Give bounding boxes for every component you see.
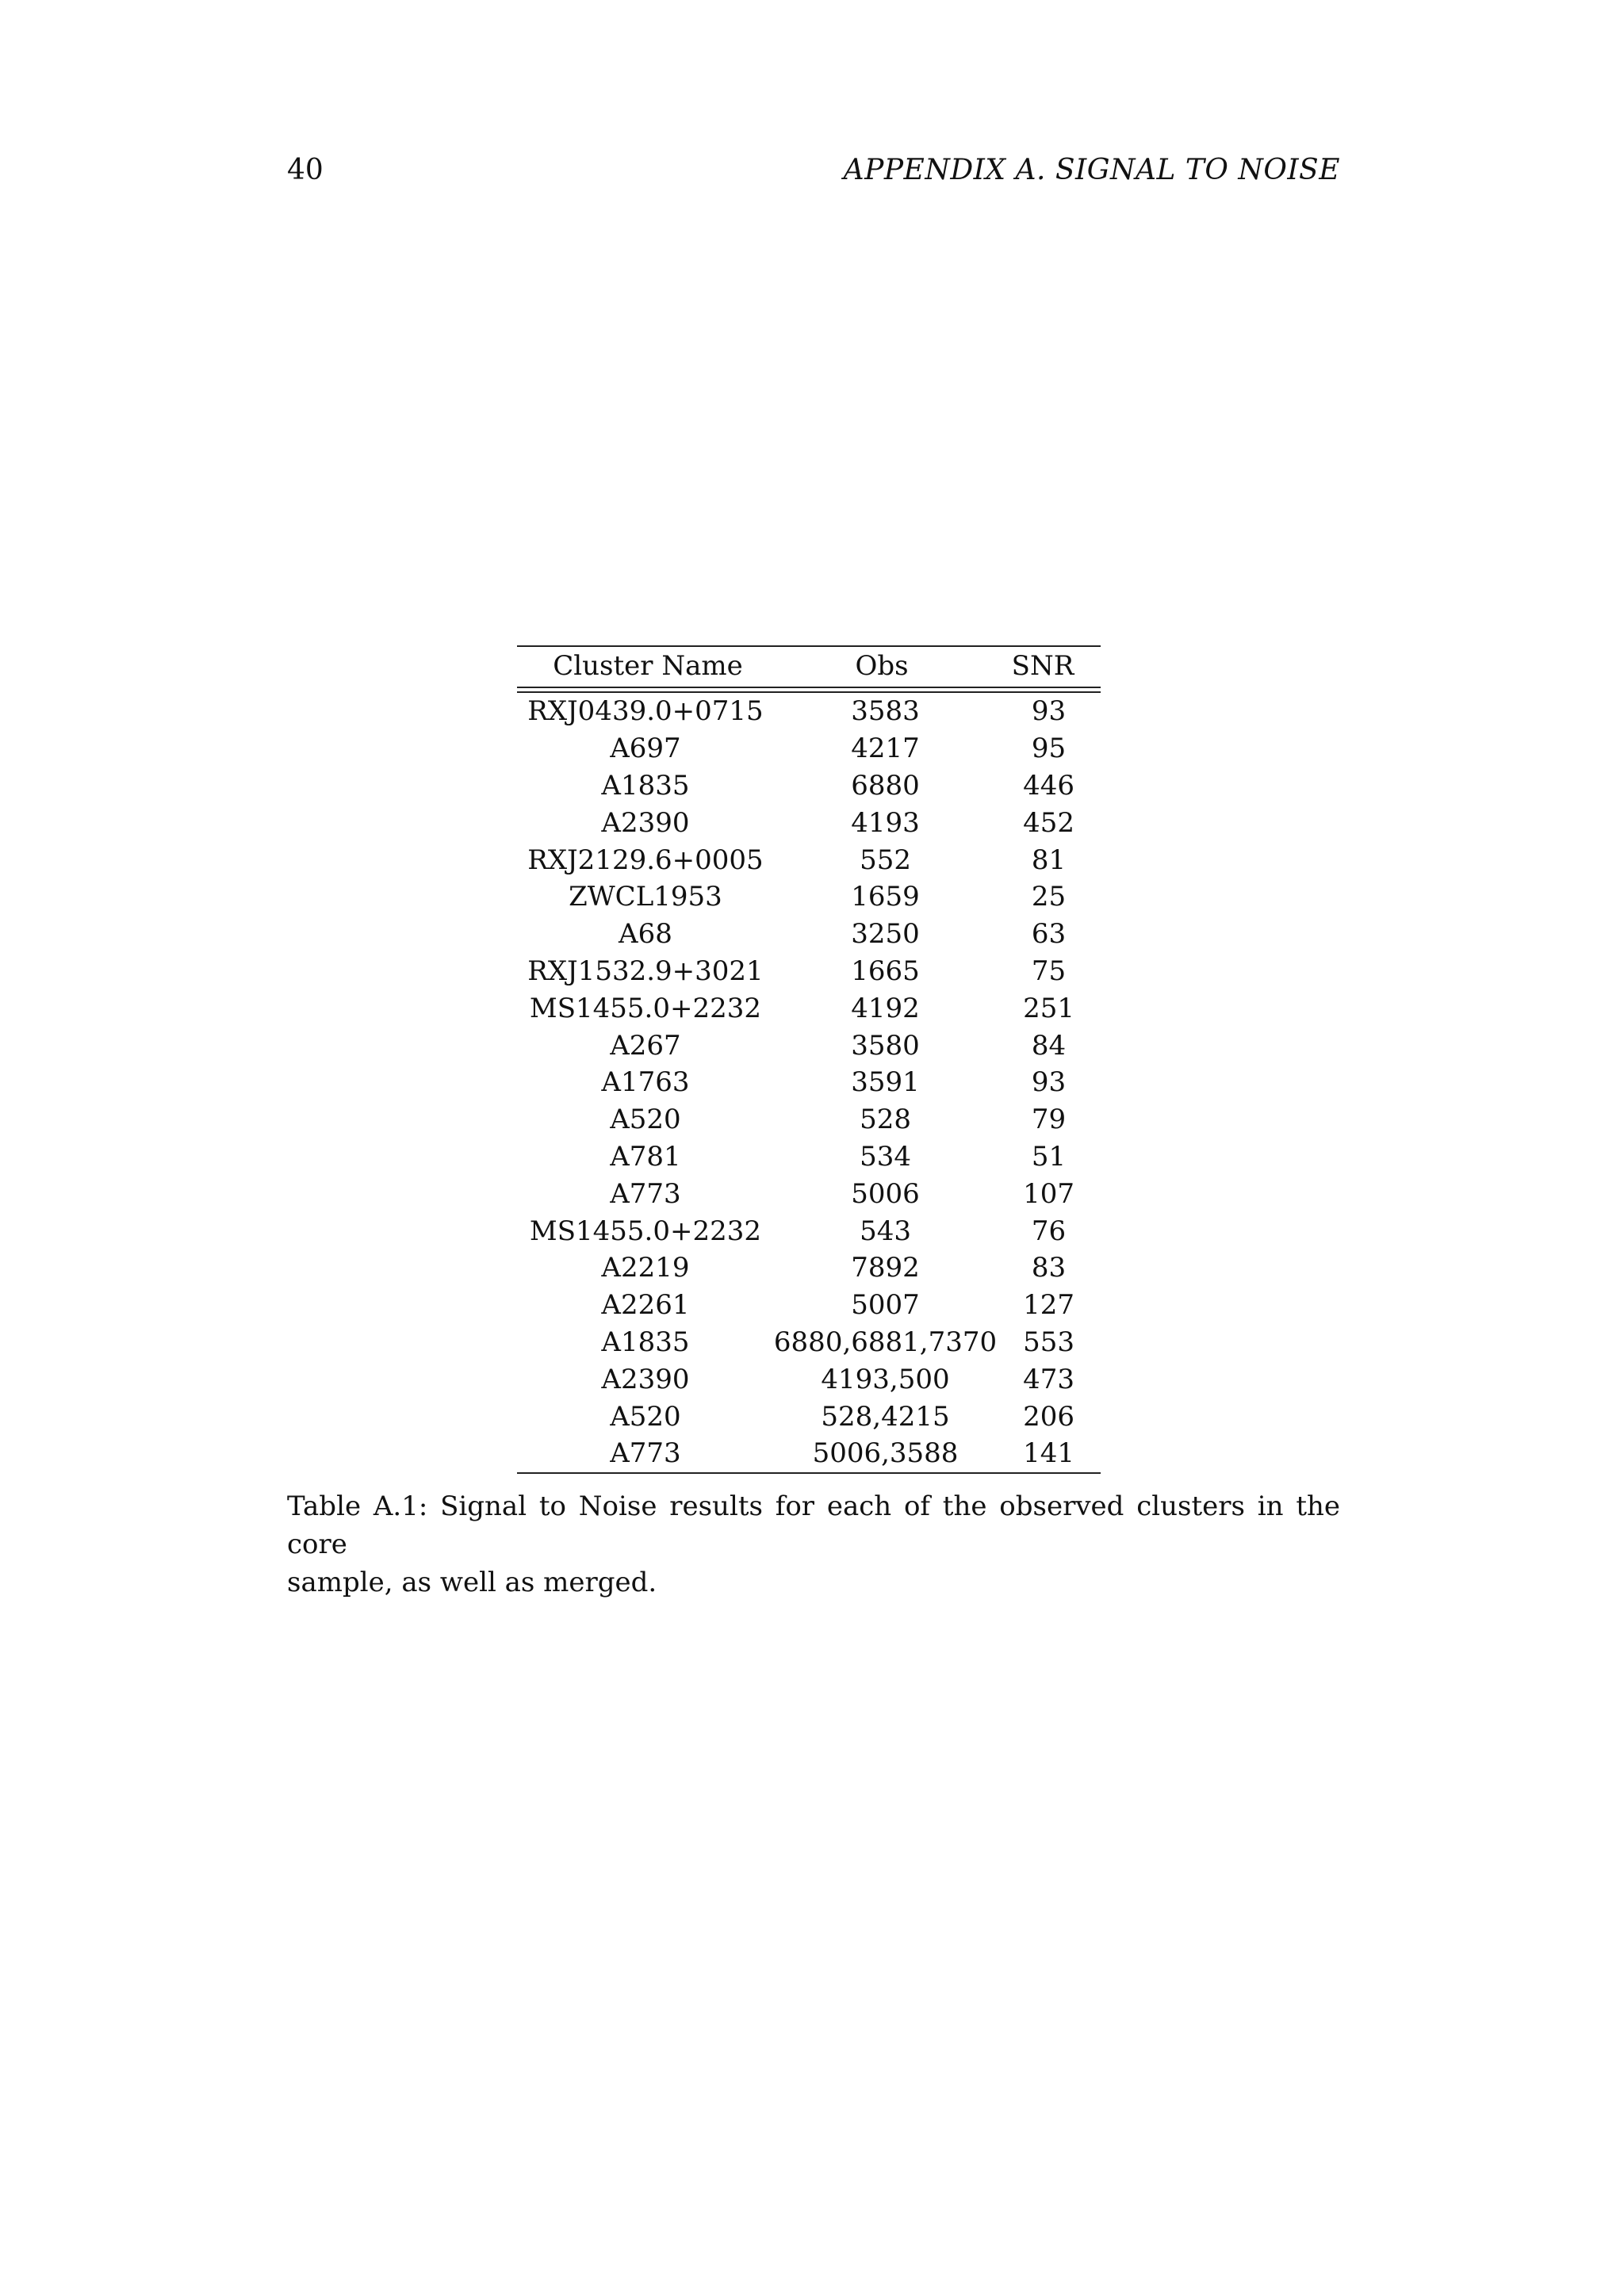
cell-cluster-name: RXJ0439.0+0715 <box>527 695 764 728</box>
page-header <box>287 154 1340 192</box>
table-row <box>517 1101 1101 1138</box>
table-caption <box>287 1487 1340 1601</box>
table-row <box>517 1398 1101 1435</box>
cell-snr: 63 <box>1031 918 1067 951</box>
table-row <box>517 1360 1101 1398</box>
cell-cluster-name: A773 <box>610 1177 681 1210</box>
cell-obs: 4193,500 <box>821 1363 950 1395</box>
cell-obs: 5006 <box>851 1177 920 1210</box>
running-head: APPENDIX A. SIGNAL TO NOISE <box>843 154 1340 186</box>
cell-snr: 107 <box>1023 1177 1075 1210</box>
cell-obs: 4193 <box>851 806 920 839</box>
cell-snr: 75 <box>1031 955 1067 987</box>
cell-cluster-name: A1763 <box>601 1066 690 1099</box>
table-row <box>517 1027 1101 1064</box>
table-row <box>517 1175 1101 1212</box>
cell-obs: 4217 <box>851 733 920 765</box>
cell-snr: 84 <box>1031 1029 1067 1062</box>
table-row <box>517 878 1101 916</box>
cell-obs: 4192 <box>851 992 920 1024</box>
table-row <box>517 1138 1101 1176</box>
cell-obs: 3250 <box>851 918 920 951</box>
cell-obs: 1659 <box>851 881 920 913</box>
cell-obs: 5006,3588 <box>812 1437 959 1470</box>
table-row <box>517 804 1101 841</box>
cell-snr: 127 <box>1023 1289 1075 1322</box>
cell-snr: 76 <box>1031 1215 1067 1247</box>
cell-snr: 51 <box>1031 1140 1067 1173</box>
cell-snr: 452 <box>1023 806 1075 839</box>
cell-obs: 543 <box>860 1215 911 1247</box>
cell-snr: 553 <box>1023 1326 1075 1358</box>
cell-cluster-name: RXJ1532.9+3021 <box>527 955 764 987</box>
column-header-cluster-name: Cluster Name <box>553 650 743 682</box>
cell-cluster-name: A773 <box>610 1437 681 1470</box>
cell-snr: 79 <box>1031 1104 1067 1136</box>
table-row <box>517 916 1101 953</box>
table-row <box>517 693 1101 730</box>
table-row <box>517 1064 1101 1101</box>
cell-snr: 25 <box>1031 881 1067 913</box>
cell-obs: 1665 <box>851 955 920 987</box>
cell-cluster-name: A781 <box>610 1140 681 1173</box>
table-row <box>517 1212 1101 1249</box>
cell-obs: 6880 <box>851 769 920 802</box>
cell-obs: 3583 <box>851 695 920 728</box>
cell-cluster-name: A2219 <box>601 1252 690 1284</box>
cell-snr: 93 <box>1031 695 1067 728</box>
cell-cluster-name: A520 <box>610 1400 681 1433</box>
table-row <box>517 1249 1101 1287</box>
header-rule-1 <box>517 687 1101 688</box>
table-row <box>517 1324 1101 1361</box>
table-row <box>517 1287 1101 1324</box>
snr-table <box>517 645 1101 1474</box>
cell-cluster-name: RXJ2129.6+0005 <box>527 844 764 876</box>
cell-obs: 7892 <box>851 1252 920 1284</box>
cell-cluster-name: MS1455.0+2232 <box>529 1215 761 1247</box>
data-table <box>517 647 1101 685</box>
cell-cluster-name: ZWCL1953 <box>569 881 722 913</box>
table-row <box>517 989 1101 1027</box>
cell-snr: 83 <box>1031 1252 1067 1284</box>
column-header-obs: Obs <box>855 650 909 682</box>
cell-snr: 93 <box>1031 1066 1067 1099</box>
data-table-body <box>517 693 1101 1472</box>
cell-snr: 141 <box>1023 1437 1075 1470</box>
cell-snr: 95 <box>1031 733 1067 765</box>
cell-cluster-name: A1835 <box>601 1326 690 1358</box>
cell-snr: 473 <box>1023 1363 1075 1395</box>
cell-obs: 3580 <box>851 1029 920 1062</box>
cell-cluster-name: A1835 <box>601 769 690 802</box>
cell-cluster-name: A267 <box>610 1029 681 1062</box>
cell-cluster-name: A2390 <box>601 806 690 839</box>
cell-obs: 528,4215 <box>821 1400 950 1433</box>
cell-cluster-name: MS1455.0+2232 <box>529 992 761 1024</box>
cell-obs: 552 <box>860 844 911 876</box>
page-number: 40 <box>287 154 324 186</box>
cell-snr: 446 <box>1023 769 1075 802</box>
cell-obs: 528 <box>860 1104 911 1136</box>
cell-snr: 81 <box>1031 844 1067 876</box>
table-row <box>517 841 1101 878</box>
cell-cluster-name: A2390 <box>601 1363 690 1395</box>
cell-cluster-name: A68 <box>619 918 672 951</box>
table-header-row <box>517 647 1101 685</box>
table-row <box>517 953 1101 990</box>
cell-obs: 534 <box>860 1140 911 1173</box>
column-header-snr: SNR <box>1011 650 1074 682</box>
table-row <box>517 767 1101 805</box>
table-bottom-rule <box>517 1472 1101 1474</box>
table-row <box>517 730 1101 767</box>
cell-cluster-name: A2261 <box>601 1289 690 1322</box>
cell-snr: 251 <box>1023 992 1075 1024</box>
cell-obs: 3591 <box>851 1066 920 1099</box>
cell-obs: 5007 <box>851 1289 920 1322</box>
caption-line-1: Table A.1: Signal to Noise results for each of the observed clusters in the core <box>287 1490 1340 1560</box>
cell-cluster-name: A697 <box>610 733 681 765</box>
caption-line-2: sample, as well as merged. <box>287 1567 657 1598</box>
cell-cluster-name: A520 <box>610 1104 681 1136</box>
cell-obs: 6880,6881,7370 <box>773 1326 998 1358</box>
cell-snr: 206 <box>1023 1400 1075 1433</box>
table-row <box>517 1435 1101 1472</box>
